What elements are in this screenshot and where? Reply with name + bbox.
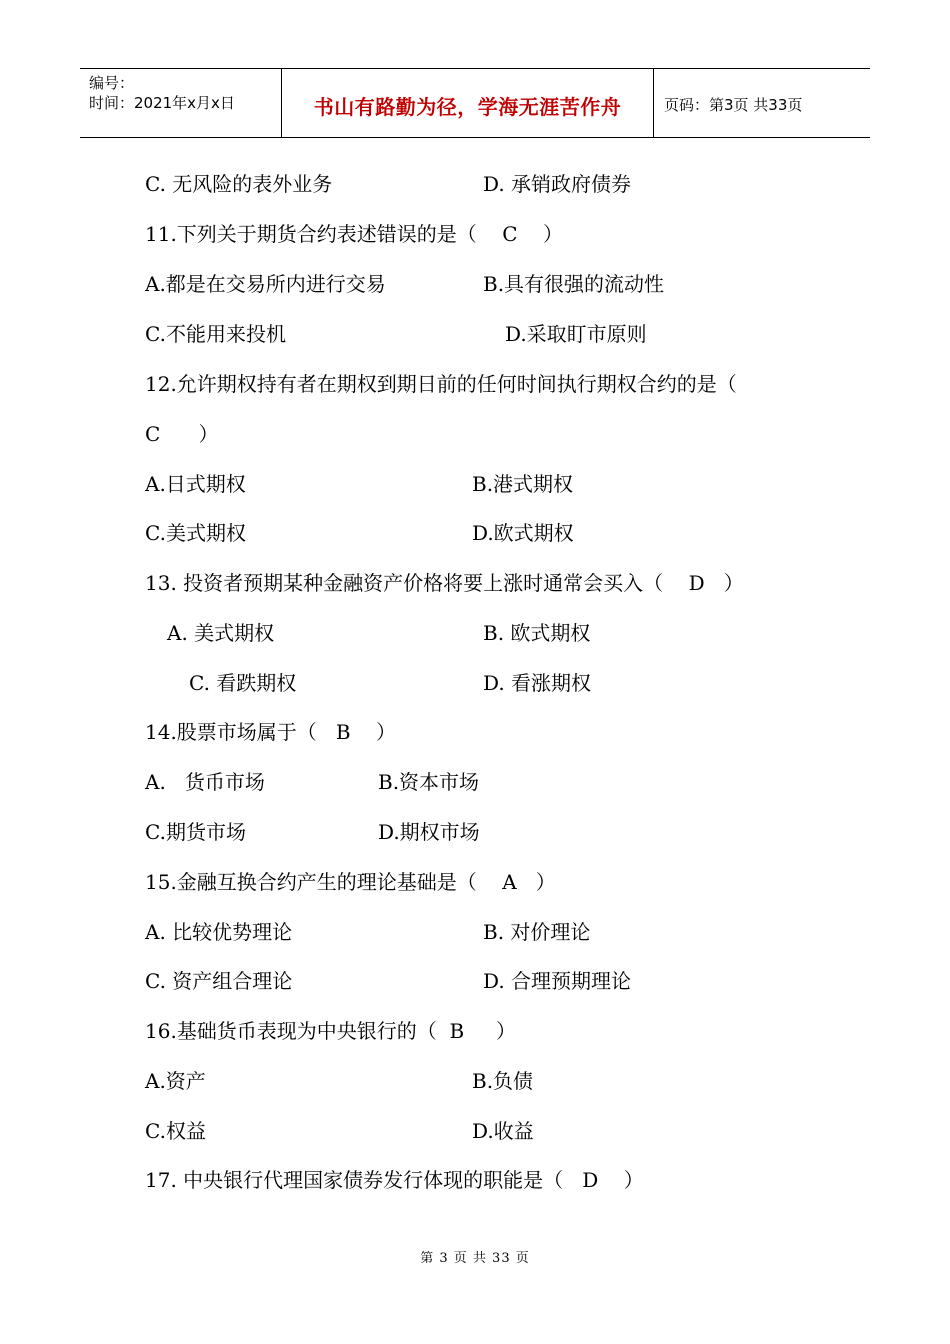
question-12: 12.允许期权持有者在期权到期日前的任何时间执行期权合约的是（: [145, 372, 737, 396]
option-c: C.权益: [145, 1119, 206, 1143]
question-16: 16.基础货币表现为中央银行的（ B ）: [145, 1019, 517, 1043]
option-d: D.期权市场: [378, 820, 480, 844]
option-c: C. 无风险的表外业务: [145, 172, 333, 196]
option-b: B. 欧式期权: [483, 621, 591, 645]
question-14: 14.股票市场属于（ B ）: [145, 720, 397, 744]
option-a: A. 货币市场: [145, 770, 265, 794]
option-b: B.负债: [472, 1069, 534, 1093]
question-13: 13. 投资者预期某种金融资产价格将要上涨时通常会买入（ D ）: [145, 571, 744, 595]
page-footer: 第 3 页 共 33 页: [420, 1251, 530, 1266]
option-a: A. 美式期权: [167, 621, 275, 645]
header-meta: [89, 73, 235, 113]
option-a: A.资产: [145, 1069, 206, 1093]
question-17: 17. 中央银行代理国家债券发行体现的职能是（ D ）: [145, 1168, 644, 1192]
option-d: D. 看涨期权: [483, 671, 592, 695]
option-d: D. 合理预期理论: [483, 969, 632, 993]
option-d: D.采取盯市原则: [505, 322, 647, 346]
option-c: C. 资产组合理论: [145, 969, 293, 993]
document-header: [80, 68, 870, 138]
option-b: B. 对价理论: [483, 920, 591, 944]
question-15: 15.金融互换合约产生的理论基础是（ A ）: [145, 870, 556, 894]
option-c: C. 看跌期权: [189, 671, 297, 695]
option-a: A.日式期权: [145, 472, 246, 496]
answer-12: C ）: [145, 422, 219, 446]
option-d: D. 承销政府债券: [483, 172, 632, 196]
header-divider: [653, 69, 654, 137]
option-d: D.收益: [472, 1119, 534, 1143]
date-label: 时间：2021年x月x日: [89, 94, 235, 112]
header-motto: 书山有路勤为径，学海无涯苦作舟: [313, 95, 622, 119]
option-a: A. 比较优势理论: [145, 920, 293, 944]
question-11: 11.下列关于期货合约表述错误的是（ C ）: [145, 222, 563, 246]
serial-number-label: 编号：: [89, 74, 135, 92]
option-a: A.都是在交易所内进行交易: [145, 272, 386, 296]
header-page-info: 页码：第3页 共33页: [664, 96, 803, 114]
option-c: C.期货市场: [145, 820, 246, 844]
option-b: B.港式期权: [472, 472, 574, 496]
option-c: C.不能用来投机: [145, 322, 286, 346]
option-d: D.欧式期权: [472, 521, 574, 545]
option-c: C.美式期权: [145, 521, 246, 545]
option-b: B.具有很强的流动性: [483, 272, 665, 296]
option-b: B.资本市场: [378, 770, 480, 794]
